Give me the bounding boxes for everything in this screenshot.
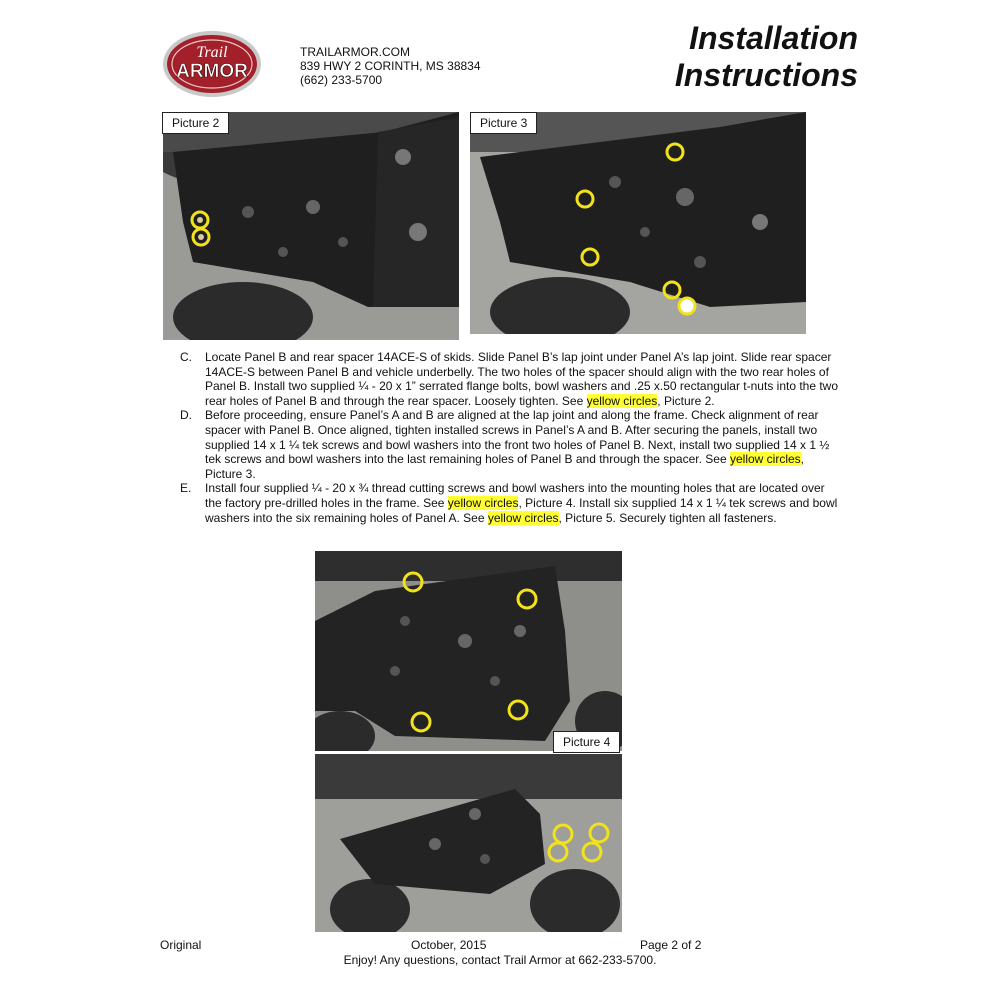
step-text: Locate Panel B and rear spacer 14ACE-S of skids. Slide Panel B’s lap joint under Panel A’s lap joint. Slide rear spacer 14ACE-S between Panel B and vehicle underbelly. The two holes of the spacer should align with the two rear holes of Panel B. Install two supplied ¼ - 20 x 1” serrated flange bolts, bowl washers and .25 x.50 rectangular t-nuts into the two rear holes of Panel B and through the rear spacer. Loosely tighten. See: [205, 350, 839, 408]
page-title: [675, 20, 858, 94]
picture-3-photo: [470, 112, 806, 334]
company-url: TRAILARMOR.COM: [300, 45, 411, 59]
picture-4-bottom-photo: [315, 754, 622, 932]
step-text: Install four supplied ¼ - 20 x ¾ thread cutting screws and bowl washers into the mounting holes that are located over the factory pre-drilled holes in the frame. See: [205, 481, 825, 510]
step-d: [180, 408, 840, 481]
step-text: , Picture 2.: [657, 393, 715, 408]
highlight-yellow-circles: yellow circles: [586, 393, 658, 408]
company-info: [300, 45, 481, 87]
step-text: , Picture 5. Securely tighten all fasteners.: [558, 510, 777, 525]
footer-version: Original: [160, 938, 202, 952]
company-address: 839 HWY 2 CORINTH, MS 38834: [300, 59, 481, 73]
step-c: [180, 350, 840, 408]
footer-date: October, 2015: [411, 938, 487, 952]
step-text: Before proceeding, ensure Panel’s A and B are aligned at the lap joint and along the frame. Check alignment of rear spacer with Panel B. Once aligned, tighten installed screws in Panel’s A and B. After securing the panels, install two supplied 14 x 1 ¼ tek screws and bowl washers into the front two holes of Panel B. Next, install two supplied 14 x 1 ½ tek screws and bowl washers into the last remaining holes of Panel B and through the spacer. See: [205, 408, 830, 467]
step-text: , Picture 4. Install six supplied 14 x 1 ¼ tek screws and bowl washers into the six remaining holes of Panel A. See: [205, 495, 838, 525]
step-letter: C.: [180, 350, 192, 364]
logo-text-trail: Trail: [196, 44, 228, 61]
picture-4-top-photo: [315, 551, 622, 751]
highlight-yellow-circles: yellow circles: [447, 495, 519, 510]
step-e: [180, 481, 840, 525]
footer-contact: Enjoy! Any questions, contact Trail Armor at 662-233-5700.: [343, 953, 657, 967]
company-phone: (662) 233-5700: [300, 73, 383, 87]
highlight-yellow-circles: yellow circles: [729, 452, 801, 467]
footer-page-number: Page 2 of 2: [640, 938, 702, 952]
title-line-2: Instructions: [674, 57, 858, 93]
step-letter: E.: [180, 481, 192, 496]
trail-armor-logo: [162, 30, 262, 98]
highlight-yellow-circles: yellow circles: [487, 510, 559, 525]
picture-2-label: Picture 2: [162, 112, 229, 134]
step-text: , Picture 3.: [205, 452, 805, 481]
picture-2-photo: [163, 112, 459, 340]
logo-text-armor: ARMOR: [176, 61, 248, 82]
title-line-1: Installation: [689, 20, 858, 56]
instruction-steps: [180, 350, 840, 525]
step-letter: D.: [180, 408, 192, 423]
picture-3-label: Picture 3: [470, 112, 537, 134]
picture-4-label: Picture 4: [553, 731, 620, 753]
